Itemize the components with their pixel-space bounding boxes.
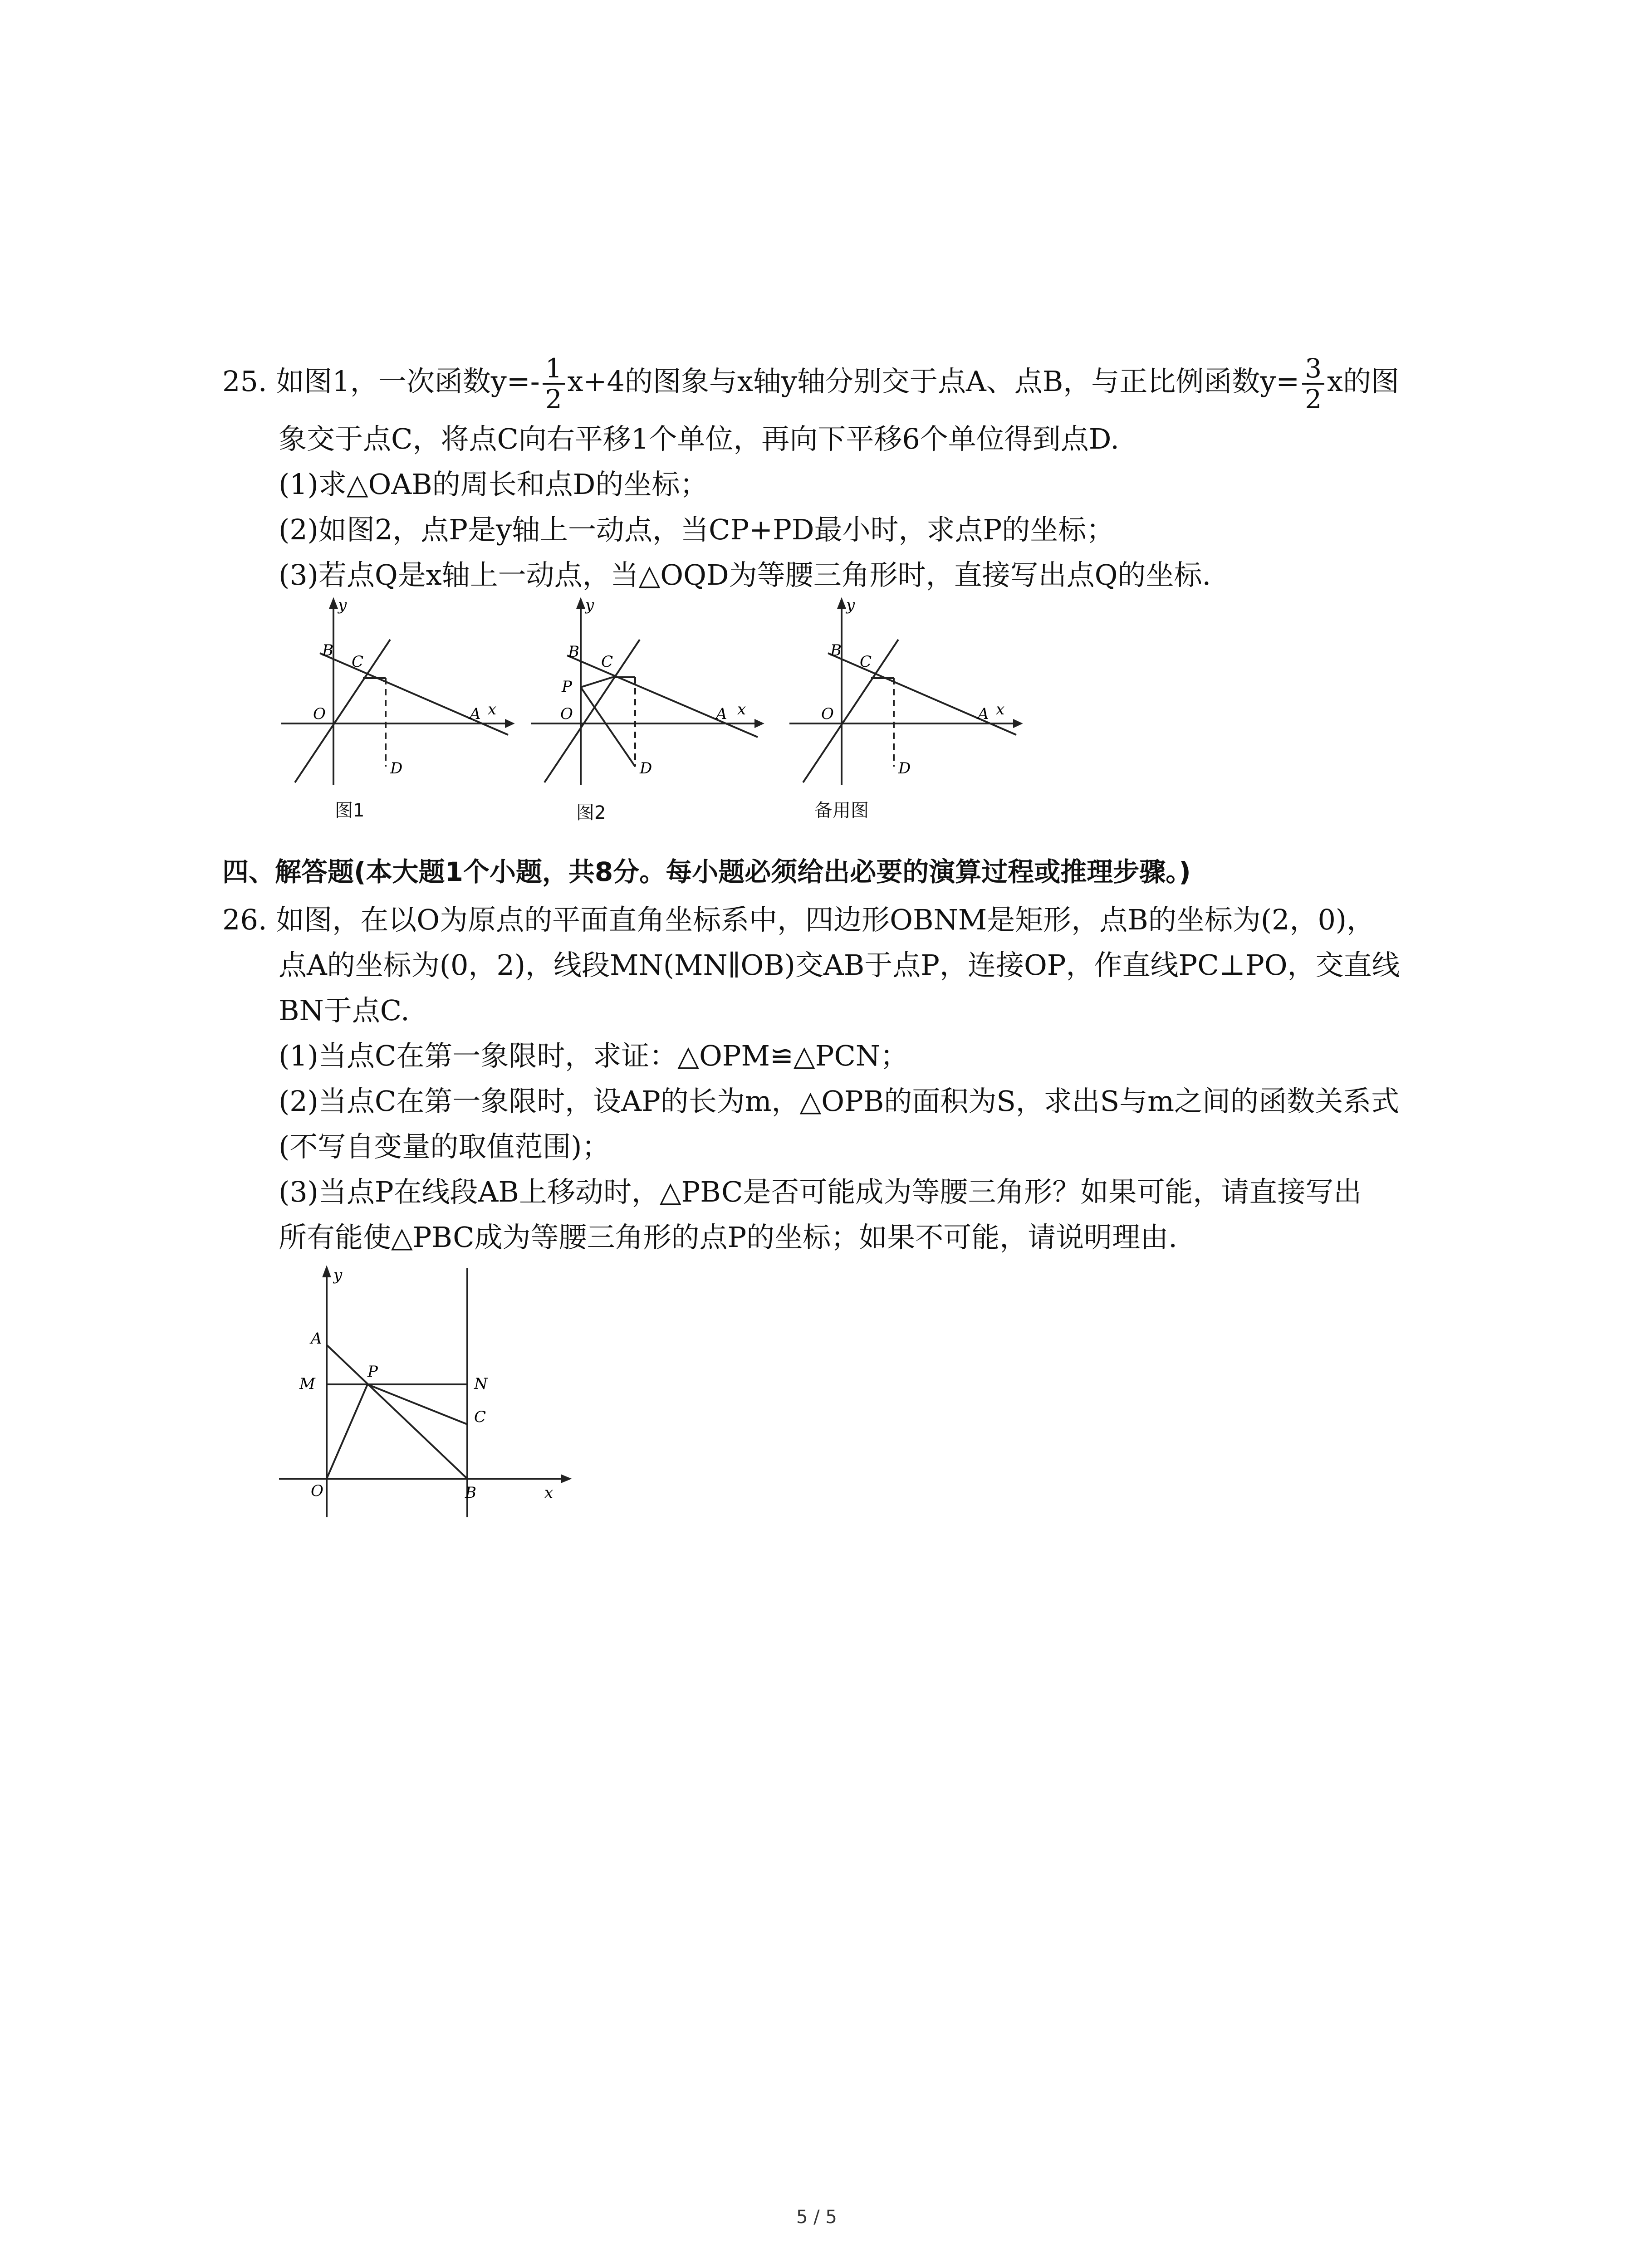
q25-line-1: [222, 354, 1399, 414]
frac-num: 3: [1302, 354, 1324, 385]
label-O: O: [560, 705, 573, 723]
q25-line-2: 象交于点C，将点C向右平移1个单位，再向下平移6个单位得到点D.: [279, 422, 1119, 455]
y-arrow-icon: [578, 600, 584, 608]
label-D: D: [898, 759, 911, 777]
label-x: x: [737, 700, 746, 719]
label-y: y: [333, 1266, 343, 1284]
label-y: y: [338, 596, 347, 614]
fraction-three-halves: [1302, 354, 1324, 414]
label-C: C: [601, 653, 613, 671]
segment-OP: [327, 1384, 367, 1479]
label-A: A: [716, 705, 727, 723]
line-y-3-2x: [803, 640, 898, 782]
label-B: B: [465, 1484, 476, 1502]
figure-2-caption: 图2: [576, 802, 606, 823]
q26-line-1: 26. 如图，在以O为原点的平面直角坐标系中，四边形OBNM是矩形，点B的坐标为(2，0)，: [222, 903, 1375, 936]
label-B: B: [322, 641, 333, 660]
label-x: x: [996, 700, 1005, 719]
figure-1: [277, 596, 513, 789]
segment-PD: [581, 687, 635, 767]
label-A: A: [470, 705, 481, 723]
q26-part-3-a: (3)当点P在线段AB上移动时，△PBC是否可能成为等腰三角形？如果可能，请直接写出: [279, 1175, 1362, 1208]
label-C: C: [352, 653, 364, 671]
q25-part-3: (3)若点Q是x轴上一动点，当△OQD为等腰三角形时，直接写出点Q的坐标.: [279, 558, 1211, 591]
x-arrow-icon: [755, 720, 762, 727]
segment-PC: [581, 677, 612, 687]
label-D: D: [390, 759, 403, 777]
label-M: M: [299, 1375, 315, 1393]
frac-num: 1: [543, 354, 565, 385]
segment-PC: [367, 1384, 467, 1424]
fraction-one-half: [543, 354, 565, 414]
section-4-heading: 四、解答题(本大题1个小题，共8分。每小题必须给出必要的演算过程或推理步骤。): [222, 856, 1191, 887]
label-O: O: [311, 1482, 323, 1500]
x-arrow-icon: [506, 720, 513, 727]
label-A: A: [978, 705, 989, 723]
label-C: C: [860, 653, 872, 671]
y-arrow-icon: [330, 600, 337, 608]
q26-part-1: (1)当点C在第一象限时，求证：△OPM≌△PCN；: [279, 1039, 909, 1072]
q25-text-a: 25. 如图1，一次函数y=-: [222, 365, 540, 398]
q25-part-1: (1)求△OAB的周长和点D的坐标；: [279, 468, 708, 501]
label-B: B: [568, 643, 579, 661]
x-arrow-icon: [1014, 720, 1021, 727]
figure-spare-caption: 备用图: [814, 800, 869, 821]
x-arrow-icon: [562, 1476, 569, 1482]
label-O: O: [821, 705, 834, 723]
q25-part-2: (2)如图2，点P是y轴上一动点，当CP+PD最小时，求点P的坐标；: [279, 513, 1115, 546]
label-x: x: [544, 1484, 554, 1502]
figure-q26: [277, 1266, 572, 1524]
y-arrow-icon: [838, 600, 845, 608]
segment-AB: [327, 1345, 467, 1479]
q26-line-3: BN于点C.: [279, 994, 410, 1027]
label-y: y: [846, 596, 855, 614]
label-P: P: [367, 1363, 378, 1381]
label-N: N: [474, 1375, 488, 1393]
q25-text-b: x+4的图象与x轴y轴分别交于点A、点B，与正比例函数y=: [567, 365, 1300, 398]
label-D: D: [640, 759, 652, 777]
q26-part-3-b: 所有能使△PBC成为等腰三角形的点P的坐标；如果不可能，请说明理由.: [279, 1221, 1177, 1254]
label-A: A: [311, 1330, 322, 1348]
label-O: O: [313, 705, 326, 723]
q26-line-2: 点A的坐标为(0，2)，线段MN(MN∥OB)交AB于点P，连接OP，作直线PC⊥PO，交直线: [279, 948, 1400, 982]
label-y: y: [585, 596, 594, 614]
line-y-3-2x: [544, 640, 640, 782]
label-x: x: [488, 700, 497, 719]
frac-den: 2: [545, 384, 562, 415]
q26-part-2-b: (不写自变量的取值范围)；: [279, 1130, 610, 1163]
line-y-neg-half-x-4: [567, 655, 758, 737]
q26-part-2-a: (2)当点C在第一象限时，设AP的长为m，△OPB的面积为S，求出S与m之间的函数关系式: [279, 1085, 1400, 1118]
figure-2: [526, 596, 762, 789]
label-C: C: [474, 1408, 486, 1426]
y-arrow-icon: [323, 1268, 330, 1276]
frac-den: 2: [1305, 384, 1322, 415]
page-number: 5 / 5: [796, 2207, 837, 2228]
label-P: P: [562, 678, 572, 696]
figure-1-caption: 图1: [335, 800, 365, 821]
label-B: B: [830, 641, 842, 660]
figure-spare: [785, 596, 1021, 789]
q25-text-c: x的图: [1327, 365, 1400, 398]
line-y-3-2x: [295, 640, 390, 782]
